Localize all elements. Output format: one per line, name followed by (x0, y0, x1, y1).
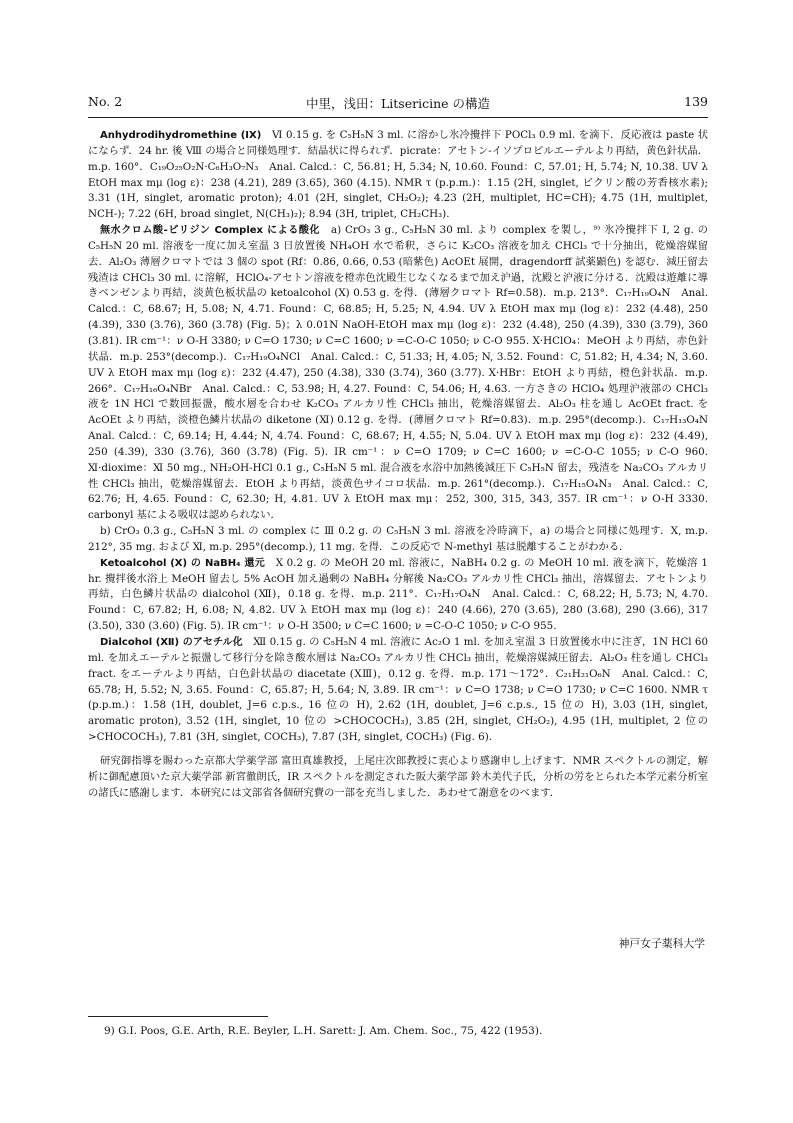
section-heading: Anhydrodihydromethine (IX) (100, 130, 262, 141)
section-anhydrodihydromethine (88, 128, 708, 223)
section-text: Ⅻ 0.15 g. の C₅H₅N 4 ml. 溶液に Ac₂O 1 ml. を加え室温 3 日放置後水中に注ぎ，1N HCl 60 ml. を加えエーテルと振盪して移行分を除き酸水層は Na₂CO₃ アルカリ性 CHCl₃ 抽出，乾燥溶媒減圧留去．Al₂O₃ 柱を通し CHCl₃ fract. をエーテルより再結，白色針状晶の diacetate (ⅩⅢ)，0.12 g. を得．m.p. 171～172°．C₂₁H₂₁O₆N Anal. Calcd.：C, 65.78; H, 5.52; N, 3.65. Found：C, 65.87; H, 5.64; N, 3.89. IR cm⁻¹：ν C=O 1738; ν C=O 1730; ν C=C 1600. NMR τ (p.p.m.)：1.58 (1H, doublet, J=6 c.p.s., 16 位の H), 2.62 (1H, doublet, J=6 c.p.s., 15 位の H), 3.03 (1H, singlet, aromatic proton), 3.52 (1H, singlet, 10 位の >CHOCOCH₃), 3.85 (2H, singlet, CH₂O₂), 4.95 (1H, multiplet, 2 位の >CHOCOCH₃), 7.81 (3H, singlet, COCH₃), 7.87 (3H, singlet, COCH₃) (Fig. 6). (88, 636, 709, 744)
section-chromic-oxidation-b (88, 524, 708, 556)
section-heading: 無水クロム酸-ピリジン Complex による酸化 (100, 225, 321, 237)
journal-issue: No. 2 (88, 94, 123, 109)
footnote-rule (88, 1016, 268, 1017)
section-heading: Ketoalcohol (X) の NaBH₄ 還元 (100, 557, 266, 569)
section-text: b) CrO₃ 0.3 g., C₅H₅N 3 ml. の complex に Ⅲ 0.2 g. の C₅H₅N 3 ml. 溶液を冷時滴下，a) の場合と同様に処理す．X, m.p. 212°, 35 mg. および Ⅺ, m.p. 295°(decomp.), 11 mg. を得．この反応で N-methyl 基は脱離することがわかる． (88, 525, 708, 553)
section-text: X 0.2 g. の MeOH 20 ml. 溶液に，NaBH₄ 0.2 g. の MeOH 10 ml. 液を滴下，乾燥溶 1 hr. 攪拌後水浴上 MeOH 留去し 5% AcOH 加え過剰の NaBH₄ 分解後 Na₂CO₃ アルカリ性 CHCl₃ 抽出，溶媒留去．アセトンより再結，白色鱗片状晶の dialcohol (Ⅻ)，0.18 g. を得．m.p. 211°．C₁₇H₁₇O₄N Anal. Calcd.：C, 68.22; H, 5.73; N, 4.70. Found：C, 67.82; H, 6.08; N, 4.82. UV λ EtOH max mμ (log ε)：240 (4.66), 270 (3.65), 280 (3.68), 290 (3.66), 317 (3.50), 330 (3.60) (Fig. 5). IR cm⁻¹：ν O-H 3500; ν C=C 1600; ν =C-O-C 1050; ν C-O 955. (88, 556, 708, 633)
footnote-reference: 9) G.I. Poos, G.E. Arth, R.E. Beyler, L.H. Sarett: J. Am. Chem. Soc., 75, 422 (1953). (104, 1025, 543, 1037)
affiliation: 神戸女子薬科大学 (618, 937, 705, 950)
section-heading: Dialcohol (Ⅻ) のアセチル化 (100, 637, 243, 648)
article-body (88, 128, 719, 801)
section-nabh4-reduction (88, 556, 708, 635)
section-acetylation (88, 635, 708, 746)
acknowledgment: 研究御指導を賜わった京都大学薬学部 富田真雄教授，上尾庄次郎教授に衷心より感謝申し上げます．NMR スペクトルの測定，解析に御配慮頂いた京大薬学部 新宮徹朗氏，IR スペクトルを測定された阪大薬学部 鈴木美代子氏，分析の労をとられた本学元素分析室の諸氏に感謝します．本研究には文部省各個研究費の一部を充当しました．あわせて謝意をのべます． (88, 754, 708, 799)
header-rule (88, 117, 708, 118)
running-title: 中里，浅田：Litsericine の構造 (305, 96, 491, 111)
section-chromic-oxidation (88, 223, 719, 524)
section-text: a) CrO₃ 3 g., C₅H₅N 30 ml. より complex を製し，⁹⁾ 氷冷攪拌下 I, 2 g. の C₅H₅N 20 ml. 溶液を一度に加え室温 3 日放置後 NH₄OH 水で希釈，さらに K₂CO₃ 溶液を加え CHCl₃ で十分抽出，乾燥溶媒留去．Al₂O₃ 薄層クロマトでは 3 個の spot (Rf：0.86, 0.66, 0.53 (暗紫色) AcOEt 展開，dragendorff 試薬顕色) を認む．減圧留去残渣は CHCl₃ 30 ml. に溶解，HClO₄-アセトン溶液を橙赤色沈殿生じなくなるまで加え沪過，沈殿と沪液に分ける．沈殿は遊離に導きベンゼンより再結，淡黄色板状晶の ketoalcohol (X) 0.53 g. を得．(薄層クロマト Rf=0.58)．m.p. 213°．C₁₇H₁₉O₄N Anal. Calcd.：C, 68.67; H, 5.08; N, 4.71. Found：C, 68.85; H, 5.25; N, 4.94. UV λ EtOH max mμ (log ε)：232 (4.48), 250 (4.39), 330 (3.76), 360 (3.78) (Fig. 5)；λ 0.01N NaOH-EtOH max mμ (log ε)：232 (4.48), 250 (4.39), 330 (3.79), 360 (3.81). IR cm⁻¹：ν O-H 3380; ν C=O 1730; ν C=C 1600; ν =C-O-C 1050; ν C-O 955. X·HClO₄：MeOH より再結，赤色針状晶．m.p. 253°(decomp.)．C₁₇H₁₉O₄NCl Anal. Calcd.：C, 51.33; H, 4.05; N, 3.52. Found：C, 51.82; H, 4.34; N, 3.60. UV λ EtOH max mμ (log ε)：232 (4.47), 250 (4.38), 330 (3.74), 360 (3.77). X·HBr：EtOH より再結，橙色針状晶．m.p. 266°．C₁₇H₁₆O₄NBr Anal. Calcd.：C, 53.98; H, 4.27. Found：C, 54.06; H, 4.63. 一方さきの HClO₄ 処理沪液部の CHCl₃ 液を 1N HCl で数回振盪，酸水層を合わせ K₂CO₃ アルカリ性 CHCl₃ 抽出，乾燥溶媒留去．Al₂O₃ 柱を通し AcOEt fract. を AcOEt より再結，淡橙色鱗片状晶の diketone (Ⅺ) 0.12 g. を得．(薄層クロマト Rf=0.83)．m.p. 295°(decomp.)．C₁₇H₁₃O₄N Anal. Calcd.：C, 69.14; H, 4.44; N, 4.74. Found：C, 68.67; H, 4.55; N, 5.04. UV λ EtOH max mμ (log ε)：232 (4.49), 250 (4.39), 330 (3.76), 360 (3.78) (Fig. 5). IR cm⁻¹：ν C=O 1709; ν C=C 1600; ν =C-O-C 1055; ν C-O 960. Ⅺ·dioxime：Ⅺ 50 mg., NH₂OH-HCl 0.1 g., C₅H₅N 5 ml. 混合液を水浴中加熱後減圧下 C₅H₅N 留去，残渣を Na₂CO₃ アルカリ性 CHCl₃ 抽出，乾燥溶媒留去．EtOH より再結，淡黄色サイコロ状晶．m.p. 261°(decomp.)．C₁₇H₁₅O₄N₃ Anal. Calcd.：C, 62.76; H, 4.65. Found：C, 62.30; H, 4.81. UV λ EtOH max mμ：252, 300, 315, 343, 357. IR cm⁻¹：ν O-H 3330. carbonyl 基による吸収は認められない． (88, 224, 719, 522)
running-header (88, 94, 708, 114)
page-number: 139 (684, 94, 708, 109)
section-text: Ⅵ 0.15 g. を C₅H₅N 3 ml. に溶かし氷冷攪拌下 POCl₃ 0.9 ml. を滴下．反応液は paste 状にならず．24 hr. 後 Ⅷ の場合と同様処理す．結晶状に得られず．picrate：アセトン-イソプロピルエーテルより再結，黄色針状晶．m.p. 160°．C₁₉O₂₅O₂N·C₆H₃O₇N₃ Anal. Calcd.：C, 56.81; H, 5.34; N, 10.60. Found：C, 57.01; H, 5.74; N, 10.38. UV λ EtOH max mμ (log ε)：238 (4.21), 289 (3.65), 360 (4.15). NMR τ (p.p.m.)：1.15 (2H, singlet, ピクリン酸の芳香核水素); 3.31 (1H, singlet, aromatic proton); 4.01 (2H, singlet, CH₂O₂); 4.23 (2H, multiplet, HC=CH); 4.75 (1H, multiplet, NCH-); 7.22 (6H, broad singlet, N(CH₃)₂); 8.94 (3H, triplet, CH₂CH₃). (88, 129, 709, 221)
